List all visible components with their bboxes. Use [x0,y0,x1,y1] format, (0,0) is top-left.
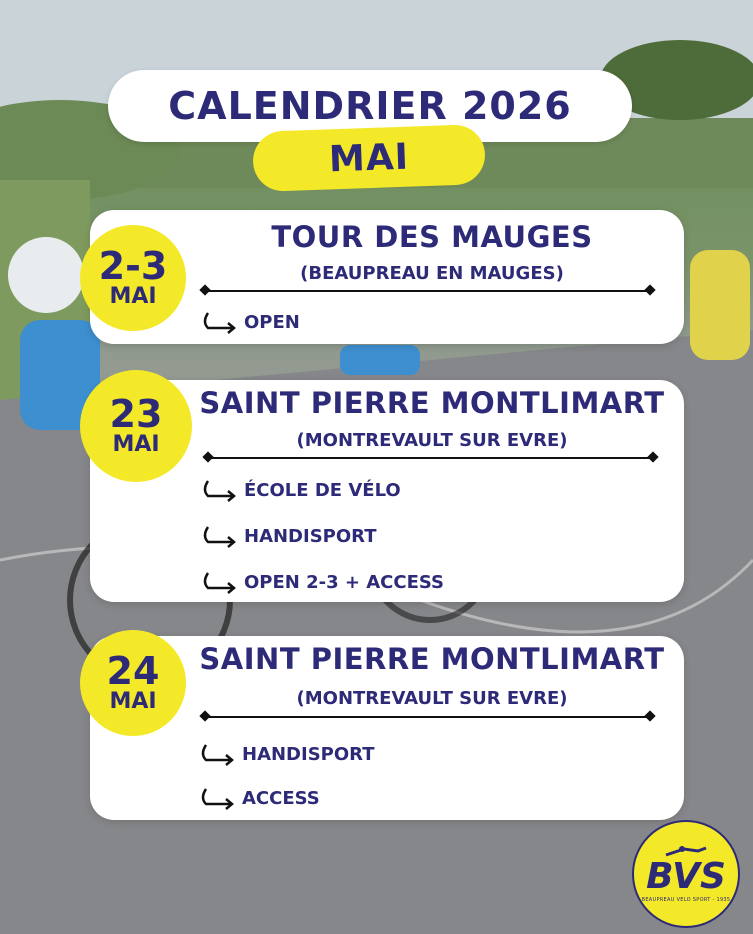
divider [205,290,650,292]
curved-arrow-icon [198,742,238,766]
page-title: CALENDRIER 2026 [168,84,572,128]
event-item [200,310,300,334]
month-pill [252,124,486,192]
event-title: SAINT PIERRE MONTLIMART [199,642,665,676]
event-item-label: OPEN 2-3 + ACCESS [244,571,445,593]
curved-arrow-icon [200,478,240,502]
event-title: SAINT PIERRE MONTLIMART [199,386,665,420]
event-item-label: HANDISPORT [244,525,377,547]
curved-arrow-icon [200,570,240,594]
date-month: MAI [109,689,157,714]
date-number: 2-3 [98,244,168,288]
bvs-logo [632,820,740,928]
event-item [200,524,377,548]
date-badge [80,630,186,736]
divider [205,716,650,718]
logo-subtitle: BEAUPREAU VELO SPORT - 1935 [641,897,731,903]
event-item-label: ÉCOLE DE VÉLO [244,479,401,501]
month-title: MAI [328,136,410,180]
curved-arrow-icon [198,786,238,810]
event-item [200,478,401,502]
event-item [198,742,375,766]
event-item-label: ACCESS [242,787,320,809]
date-month: MAI [109,284,157,309]
date-badge [80,225,186,331]
event-location: (MONTREVAULT SUR EVRE) [296,430,568,451]
event-item [200,570,444,594]
curved-arrow-icon [200,310,240,334]
date-month: MAI [112,432,160,457]
curved-arrow-icon [200,524,240,548]
event-item-label: HANDISPORT [242,743,375,765]
logo-text: BVS [646,856,726,897]
event-location: (BEAUPREAU EN MAUGES) [300,263,564,284]
event-item-label: OPEN [244,311,300,333]
event-title: TOUR DES MAUGES [271,220,593,254]
event-location: (MONTREVAULT SUR EVRE) [296,688,568,709]
date-badge [80,370,192,482]
divider [208,457,653,459]
date-number: 24 [106,649,160,693]
date-number: 23 [109,392,163,436]
event-item [198,786,320,810]
